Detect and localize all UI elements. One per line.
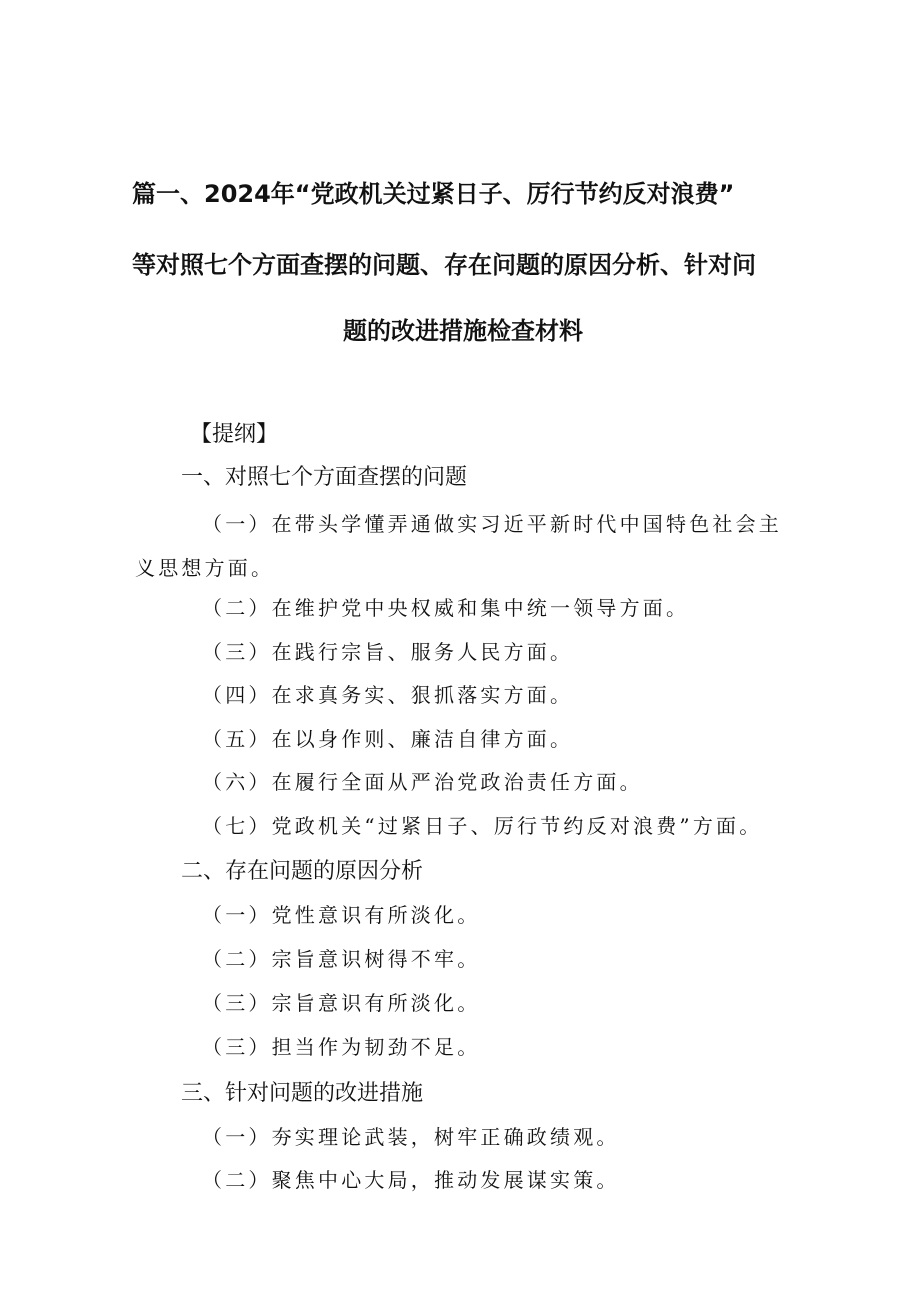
document-title-line-2: 等对照七个方面查摆的问题、存在问题的原因分析、针对问 bbox=[132, 251, 756, 279]
section-heading-3: 三、针对问题的改进措施 bbox=[181, 1081, 424, 1106]
section-2-item-2: （二）宗旨意识树得不牢。 bbox=[202, 947, 481, 971]
section-2-item-3: （三）宗旨意识有所淡化。 bbox=[202, 991, 481, 1015]
section-2-item-1: （一）党性意识有所淡化。 bbox=[202, 903, 481, 927]
section-1-item-4: （四）在求真务实、狠抓落实方面。 bbox=[202, 683, 574, 707]
section-3-item-1: （一）夯实理论武装，树牢正确政绩观。 bbox=[202, 1125, 620, 1149]
section-1-item-7: （七）党政机关“过紧日子、厉行节约反对浪费”方面。 bbox=[202, 814, 763, 838]
section-3-item-2: （二）聚焦中心大局，推动发展谋实策。 bbox=[202, 1168, 620, 1192]
document-title-line-1: 篇一、2024年“党政机关过紧日子、厉行节约反对浪费” bbox=[132, 180, 735, 208]
section-1-item-3: （三）在践行宗旨、服务人民方面。 bbox=[202, 640, 574, 664]
section-heading-2: 二、存在问题的原因分析 bbox=[181, 859, 424, 884]
document-title-line-3: 题的改进措施检查材料 bbox=[343, 317, 583, 345]
section-1-item-1: （一）在带头学懂弄通做实习近平新时代中国特色社会主义思想方面。 bbox=[135, 512, 782, 580]
section-1-item-2: （二）在维护党中央权威和集中统一领导方面。 bbox=[202, 596, 690, 620]
section-2-item-4: （三）担当作为韧劲不足。 bbox=[202, 1035, 481, 1059]
outline-label: 【提纲】 bbox=[190, 422, 279, 447]
section-1-item-5: （五）在以身作则、廉洁自律方面。 bbox=[202, 727, 574, 751]
section-1-item-6: （六）在履行全面从严治党政治责任方面。 bbox=[202, 770, 643, 794]
section-heading-1: 一、对照七个方面查摆的问题 bbox=[181, 465, 468, 490]
